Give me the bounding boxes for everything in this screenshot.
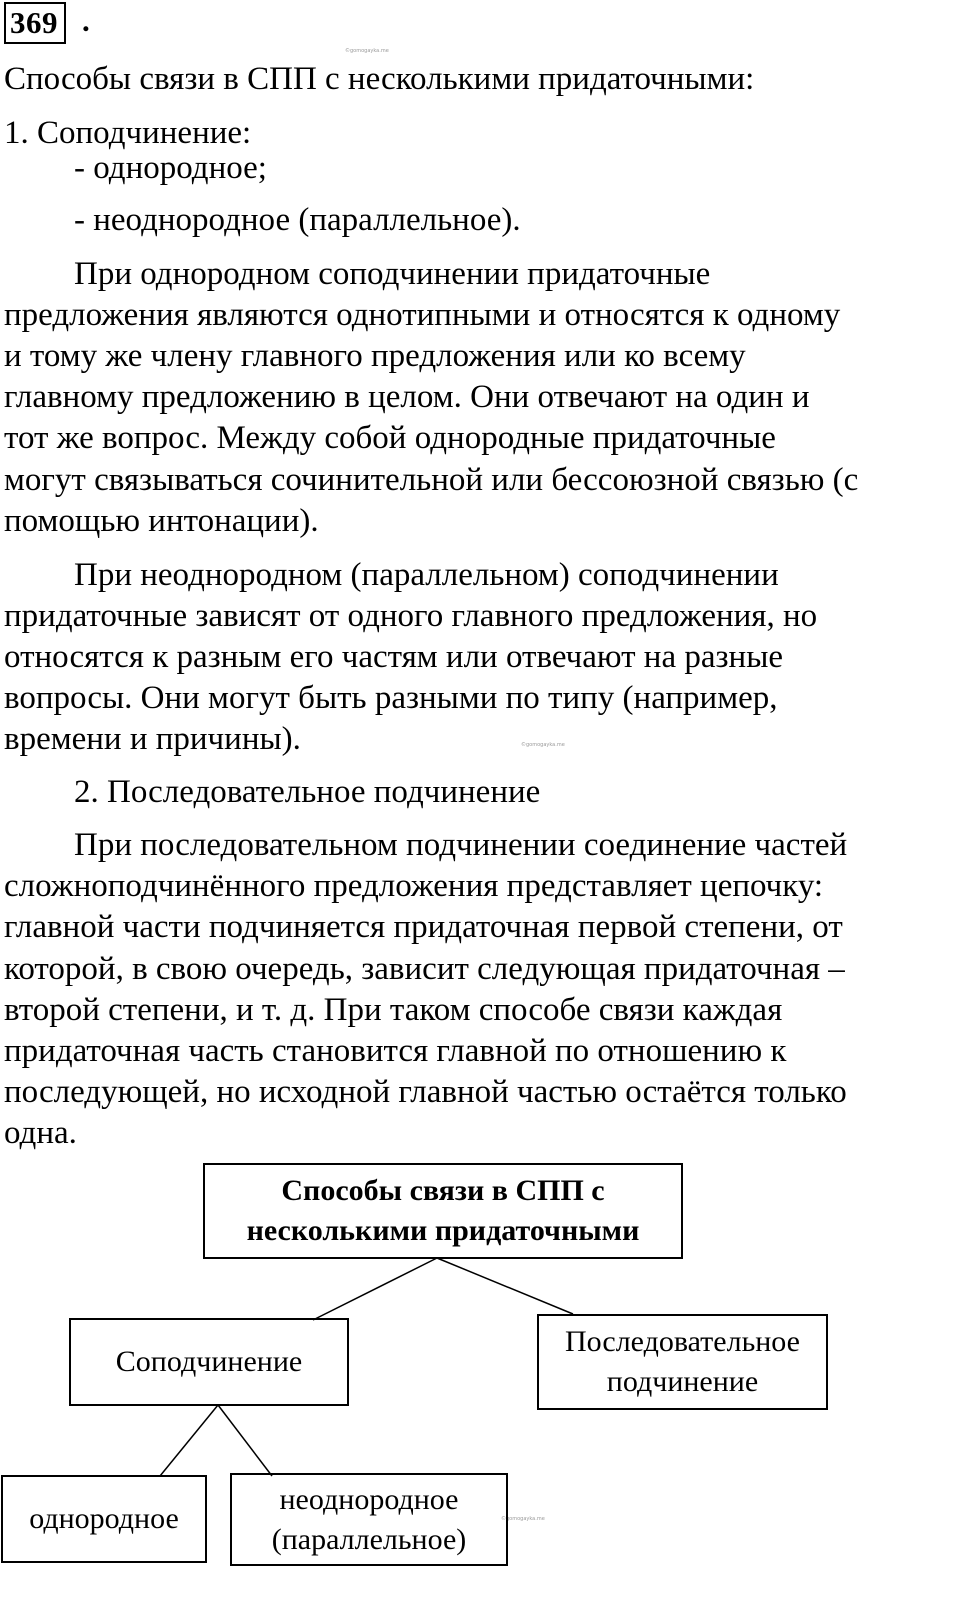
watermark-bottom: ©gomogayka.me: [501, 1516, 545, 1522]
heading: Способы связи в СПП с несколькими придаточными:: [4, 61, 755, 97]
paragraph-line: помощью интонации).: [4, 503, 319, 539]
diagram-root-box: [203, 1163, 683, 1259]
paragraph-line: вопросы. Они могут быть разными по типу (например,: [4, 680, 778, 716]
connector-left-child-b: [218, 1405, 272, 1476]
diagram-root-line1: Способы связи в СПП с: [281, 1174, 605, 1207]
diagram-sequential-line1: Последовательное: [564, 1325, 800, 1358]
diagram-heterogeneous-box: [230, 1473, 508, 1566]
paragraph-line: которой, в свою очередь, зависит следующая придаточная –: [4, 951, 845, 987]
paragraph-line: предложения являются однотипными и относятся к одному: [4, 297, 841, 333]
item2-label: 2. Последовательное подчинение: [74, 774, 541, 810]
diagram-coordination-label: Соподчинение: [115, 1345, 303, 1378]
paragraph-line: придаточные зависят от одного главного предложения, но: [4, 598, 818, 634]
item1-label: 1. Соподчинение:: [4, 115, 252, 151]
item1-sub-heterogeneous: - неоднородное (параллельное).: [74, 202, 521, 238]
paragraph-line: главной части подчиняется придаточная первой степени, от: [4, 909, 843, 945]
watermark-top: ©gomogayka.me: [345, 48, 389, 54]
paragraph-line: могут связываться сочинительной или бессоюзной связью (с: [4, 462, 859, 498]
diagram-homogeneous-box: [1, 1475, 207, 1563]
diagram-sequential-line2: подчинение: [606, 1365, 759, 1398]
paragraph-line: времени и причины).: [4, 721, 301, 757]
item1-sub-homogeneous: - однородное;: [74, 150, 267, 186]
paragraph-line: и тому же члену главного предложения или ко всему: [4, 338, 746, 374]
diagram-heterogeneous-line1: неоднородное: [279, 1482, 459, 1516]
paragraph-line: тот же вопрос. Между собой однородные придаточные: [4, 420, 776, 456]
connector-left-child-a: [160, 1405, 218, 1476]
connector-root-right: [437, 1258, 573, 1314]
paragraph-line: относятся к разным его частям или отвечают на разные: [4, 639, 784, 675]
paragraph-line: При однородном соподчинении придаточные: [74, 256, 711, 292]
watermark-middle: ©gomogayka.me: [521, 742, 565, 748]
diagram-sequential-box: [537, 1314, 828, 1410]
exercise-number: [4, 2, 66, 44]
paragraph-line: одна.: [4, 1115, 77, 1151]
paragraph-line: При последовательном подчинении соединение частей: [74, 827, 848, 863]
diagram-heterogeneous-line2: (параллельное): [271, 1522, 467, 1556]
diagram-homogeneous-label: однородное: [29, 1502, 179, 1535]
paragraph-line: сложноподчинённого предложения представляет цепочку:: [4, 868, 824, 904]
paragraph-line: При неоднородном (параллельном) соподчинении: [74, 557, 779, 593]
exercise-number-dot: .: [82, 3, 90, 38]
connector-root-left: [313, 1258, 437, 1320]
diagram-coordination-box: [69, 1318, 349, 1406]
paragraph-line: главному предложению в целом. Они отвечают на один и: [4, 379, 810, 415]
exercise-number-value: 369: [10, 5, 58, 40]
paragraph-line: последующей, но исходной главной частью остаётся только: [4, 1074, 847, 1110]
diagram-root-line2: несколькими придаточными: [246, 1214, 640, 1247]
paragraph-line: придаточная часть становится главной по отношению к: [4, 1033, 787, 1069]
paragraph-line: второй степени, и т. д. При таком способе связи каждая: [4, 992, 783, 1028]
